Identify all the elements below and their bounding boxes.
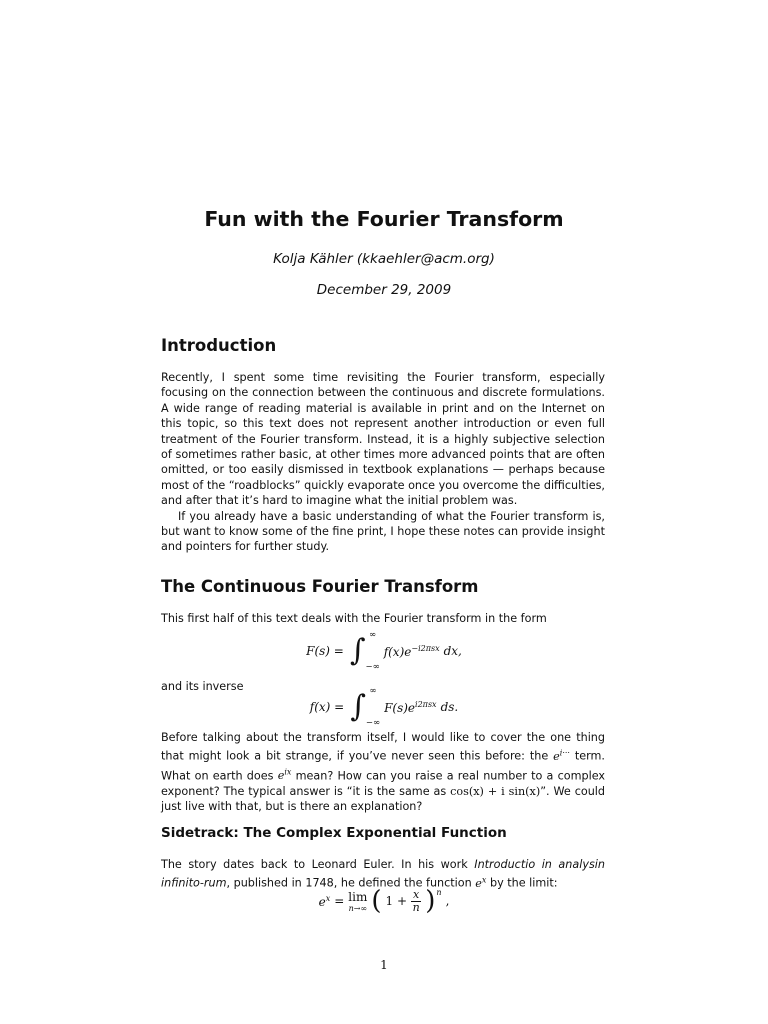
equation-euler-limit: $e^x$ = lim n→∞ ( 1 + $\frac{x}{n}$ ) $^n$ ,	[318, 886, 450, 916]
integral-symbol: ∫	[350, 689, 366, 724]
equation-inverse-transform: f(x) = ∫ ∞ −∞ $F(s)e^{i2\pi sx}$ ds.	[309, 686, 459, 728]
continuous-paragraph-2: Before talking about the transform itself, I would like to cover the one thing that might look a bit strange, if you’ve never seen this before: the $e^{i\cdot\cdot\cdot}$ term. What on earth does $e^{ix}$ mean? How can you raise a real number to a complex exponent? The typical answer is “it is the same as cos(x) + i sin(x)”. We could just live with that, but is there an explanation?	[161, 731, 606, 814]
equation-fourier-transform: F(s) = ∫ ∞ −∞ $f(x)e^{-i2\pi sx}$ dx,	[306, 630, 462, 672]
inverse-label: and its inverse	[161, 680, 244, 693]
paper-title: Fun with the Fourier Transform	[204, 207, 564, 231]
section-heading-introduction: Introduction	[161, 336, 277, 355]
continuous-intro	[161, 611, 605, 626]
paper-author: Kolja Kähler (kkaehler@acm.org)	[273, 251, 495, 267]
intro-paragraph-1: Recently, I spent some time revisiting the Fourier transform, especially focusing on the connection between the continuous and discrete formulations. A wide range of reading material is available in print and on the Internet on this topic, so this text does not represent another introduction or even full treatment of the Fourier transform. Instead, it is a highly subjective selection of sometimes rather basic, at other times more advanced points that are often omitted, or too easily dismissed in textbook explanations — perhaps because most of the “roadblocks” quickly evaporate once you overcome the difficulties, and after that it’s hard to imagine what the initial problem was.	[161, 371, 605, 508]
sidetrack-body	[161, 857, 605, 892]
integral-symbol: ∫	[349, 633, 366, 668]
subsection-heading-sidetrack: Sidetrack: The Complex Exponential Function	[161, 825, 507, 841]
paper-date: December 29, 2009	[316, 282, 452, 298]
continuous-paragraph-1: This first half of this text deals with the Fourier transform in the form	[161, 612, 547, 625]
page-number: 1	[380, 958, 388, 972]
continuous-body	[161, 730, 605, 815]
intro-paragraph-2: If you already have a basic understanding of what the Fourier transform is, but want to know some of the fine print, I hope these notes can provide insight and pointers for further study.	[161, 509, 605, 554]
intro-body	[161, 370, 605, 555]
section-heading-continuous: The Continuous Fourier Transform	[161, 577, 479, 596]
sidetrack-paragraph-1: The story dates back to Leonard Euler. In his work Introductio in analysin infinito-rum, published in 1748, he defined the function $e^x$ by the limit:	[161, 858, 605, 891]
